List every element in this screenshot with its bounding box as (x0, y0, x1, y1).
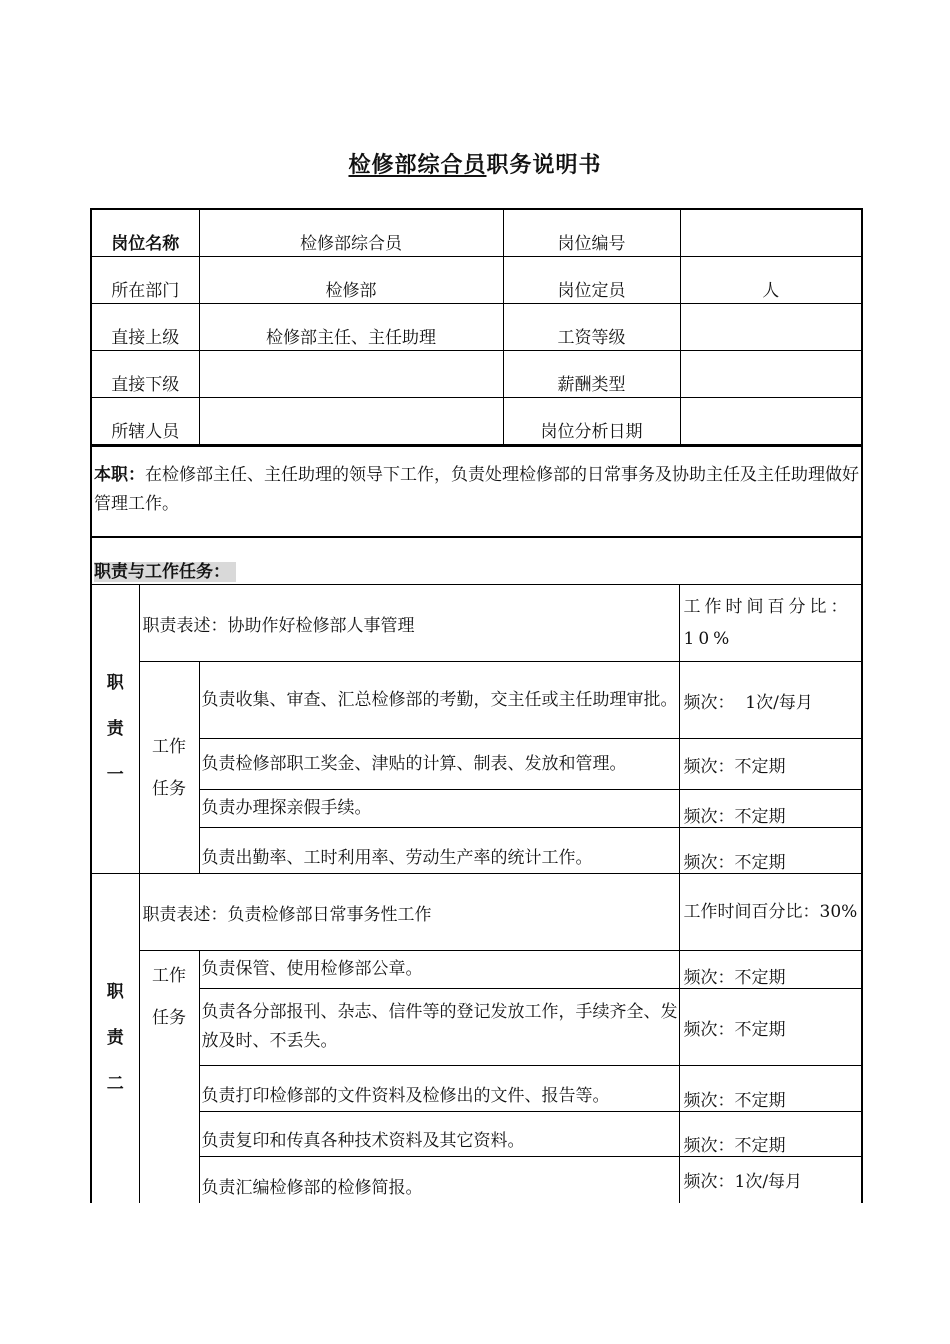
duty-2-task-3: 负责打印检修部的文件资料及检修出的文件、报告等。 (199, 1066, 679, 1112)
label-headcount: 岗位定员 (503, 257, 680, 304)
duty-1-task-3: 负责办理探亲假手续。 (199, 790, 679, 828)
label-salary-grade: 工资等级 (503, 304, 680, 351)
duty-2-label (91, 874, 139, 1203)
label-position-name: 岗位名称 (91, 209, 199, 257)
info-table (90, 208, 863, 446)
value-supervisor: 检修部主任、主任助理 (199, 304, 503, 351)
duty-2-char-3: 二 (106, 1074, 124, 1095)
duty-2-header-row (91, 874, 862, 951)
duty-2-task-2: 负责各分部报刊、杂志、信件等的登记发放工作，手续齐全、发放及时、不丢失。 (199, 989, 679, 1066)
duty-1-label (91, 585, 139, 874)
value-staff (199, 398, 503, 446)
info-row (91, 398, 862, 446)
info-row (91, 351, 862, 398)
value-position-name: 检修部综合员 (199, 209, 503, 257)
section-title: 职责与工作任务： (94, 562, 236, 582)
duty-1-task-4-freq: 频次：不定期 (679, 828, 862, 874)
duty-1-percent: 工作时间百分比：10% (679, 585, 862, 662)
info-row (91, 209, 862, 257)
duty-1-task-1-freq: 频次： 1次/每月 (679, 662, 862, 739)
value-headcount: 人 (680, 257, 862, 304)
section-cell (91, 537, 862, 585)
duty-2-task-row (91, 989, 862, 1066)
duty-1-char-3: 一 (106, 765, 124, 785)
duty-1-task-1: 负责收集、审查、汇总检修部的考勤，交主任或主任助理审批。 (199, 662, 679, 739)
label-department: 所在部门 (91, 257, 199, 304)
duty-1-char-1: 职 (106, 673, 124, 693)
duty-1-char-2: 责 (106, 719, 124, 739)
title-underlined: 检修部综合员 (348, 152, 487, 178)
duty-2-task-5-freq: 频次：1次/每月 (679, 1157, 862, 1203)
duty-2-task-row (91, 1112, 862, 1157)
duty-2-task-1-freq: 频次：不定期 (679, 951, 862, 989)
duty-2-task-2-freq: 频次：不定期 (679, 989, 862, 1066)
duty-1-task-label (139, 662, 199, 874)
summary-row (91, 447, 862, 538)
summary-cell (91, 447, 862, 538)
duty-2-char-2: 责 (106, 1028, 124, 1049)
duty-2-task-5: 负责汇编检修部的检修简报。 (199, 1157, 679, 1203)
duty-2-task-4: 负责复印和传真各种技术资料及其它资料。 (199, 1112, 679, 1157)
title-rest: 职务说明书 (486, 152, 602, 178)
info-row (91, 257, 862, 304)
value-salary-grade (680, 304, 862, 351)
duty-1-task-label-line-2: 任务 (152, 778, 186, 799)
value-analysis-date (680, 398, 862, 446)
duties-table (90, 446, 863, 1203)
duty-2-task-row (91, 951, 862, 989)
value-position-code (680, 209, 862, 257)
summary-label: 本职： (94, 465, 145, 485)
duty-1-task-2: 负责检修部职工奖金、津贴的计算、制表、发放和管理。 (199, 739, 679, 790)
duty-2-task-3-freq: 频次：不定期 (679, 1066, 862, 1112)
duty-2-task-label-line-2: 任务 (152, 1008, 186, 1028)
duty-1-task-3-freq: 频次：不定期 (679, 790, 862, 828)
duty-1-description: 职责表述：协助作好检修部人事管理 (139, 585, 679, 662)
duty-1-task-row (91, 739, 862, 790)
duty-2-char-1: 职 (106, 982, 124, 1003)
duty-2-percent: 工作时间百分比：30% (679, 874, 862, 951)
duty-2-task-row (91, 1066, 862, 1112)
duty-1-task-row (91, 828, 862, 874)
duty-1-task-row (91, 790, 862, 828)
summary-text: 在检修部主任、主任助理的领导下工作，负责处理检修部的日常事务及协助主任及主任助理做好管理工作。 (94, 465, 859, 514)
duty-1-task-label-line-1: 工作 (152, 736, 186, 757)
duty-1-header-row (91, 585, 862, 662)
value-department: 检修部 (199, 257, 503, 304)
duty-2-task-1: 负责保管、使用检修部公章。 (199, 951, 679, 989)
duty-1-task-2-freq: 频次：不定期 (679, 739, 862, 790)
section-row (91, 537, 862, 585)
job-description-form (90, 208, 861, 1203)
label-subordinate: 直接下级 (91, 351, 199, 398)
value-subordinate (199, 351, 503, 398)
label-supervisor: 直接上级 (91, 304, 199, 351)
label-pay-type: 薪酬类型 (503, 351, 680, 398)
duty-1-task-4: 负责出勤率、工时利用率、劳动生产率的统计工作。 (199, 828, 679, 874)
value-pay-type (680, 351, 862, 398)
label-position-code: 岗位编号 (503, 209, 680, 257)
duty-2-task-label (139, 951, 199, 1203)
duty-1-task-row (91, 662, 862, 739)
duty-2-description: 职责表述：负责检修部日常事务性工作 (139, 874, 679, 951)
duty-2-task-4-freq: 频次：不定期 (679, 1112, 862, 1157)
label-staff: 所辖人员 (91, 398, 199, 446)
duty-2-task-row (91, 1157, 862, 1203)
info-row (91, 304, 862, 351)
label-analysis-date: 岗位分析日期 (503, 398, 680, 446)
duty-2-task-label-line-1: 工作 (152, 966, 186, 986)
page-title (0, 148, 950, 179)
